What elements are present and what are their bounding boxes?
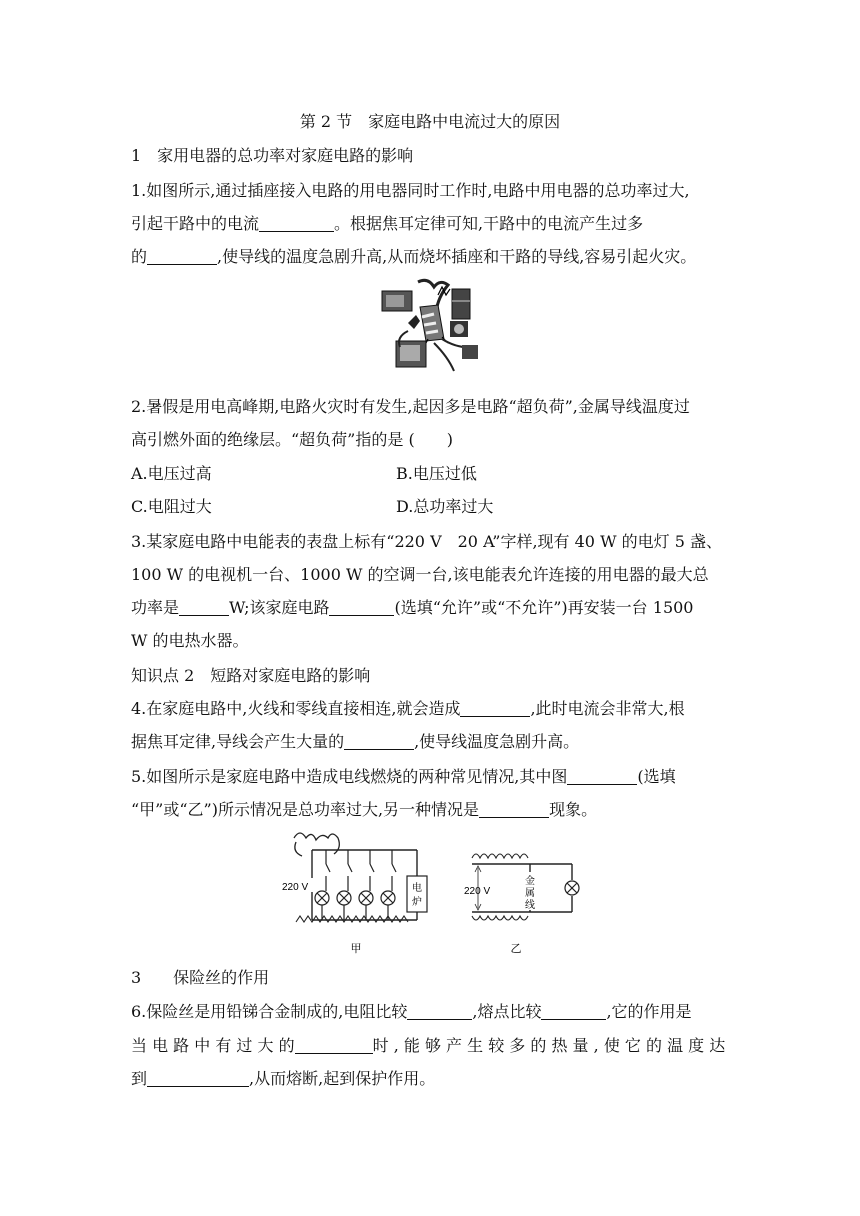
answer-blank[interactable] (295, 1037, 373, 1054)
circuit-yi (464, 854, 579, 955)
answer-blank[interactable] (541, 1003, 606, 1020)
q5-text: 现象。 (549, 800, 598, 819)
yi-caption: 乙 (510, 943, 522, 955)
q4-text: ,使导线温度急剧升高。 (414, 732, 580, 751)
q3-text: 功率是 (131, 598, 180, 617)
q5-text: (选填 (637, 767, 676, 786)
q2-line-2: 高引燃外面的绝缘层。“超负荷”指的是 ( ) (131, 430, 453, 449)
answer-blank[interactable] (407, 1003, 472, 1020)
q1-line-3 (131, 246, 731, 268)
q6-text: 时 , 能 够 产 生 较 多 的 热 量 , 使 它 的 温 度 达 (372, 1036, 726, 1055)
circuit-figure (282, 828, 582, 958)
q6-text: 6.保险丝是用铅锑合金制成的,电阻比较 (131, 1002, 408, 1021)
q4-line-2 (131, 731, 731, 753)
jia-voltage-label: 220 V (282, 882, 309, 893)
wire-label: 线 (525, 900, 535, 911)
q6-text: ,从而熔断,起到保护作用。 (249, 1069, 436, 1088)
answer-blank[interactable] (179, 599, 229, 616)
q3-line-4: W 的电热水器。 (131, 631, 249, 650)
answer-blank[interactable] (147, 1070, 249, 1087)
jia-caption: 甲 (350, 943, 362, 955)
q6-text: ,它的作用是 (606, 1002, 692, 1021)
page-title: 第 2 节 家庭电路中电流过大的原因 (299, 112, 561, 131)
answer-blank[interactable] (147, 248, 217, 265)
q2-line-1: 2.暑假是用电高峰期,电路火灾时有发生,起因多是电路“超负荷”,金属导线温度过 (131, 397, 690, 416)
wire-label: 属 (525, 888, 535, 899)
answer-blank[interactable] (344, 733, 414, 750)
q4-text: 据焦耳定律,导线会产生大量的 (131, 732, 345, 751)
q1-text: 引起干路中的电流 (131, 214, 260, 233)
stove-label (412, 895, 422, 908)
q6-line-2 (131, 1035, 731, 1057)
answer-blank[interactable] (567, 768, 637, 785)
q5-text: 5.如图所示是家庭电路中造成电线燃烧的两种常见情况,其中图 (131, 767, 568, 786)
wire-label: 金 (525, 876, 535, 887)
q6-line-1 (131, 1001, 731, 1023)
option-c[interactable]: C.电阻过大 (131, 497, 212, 516)
q6-text: 当 电 路 中 有 过 大 的 (131, 1036, 295, 1055)
stove-label (412, 881, 422, 894)
q5-text: “甲”或“乙”)所示情况是总功率过大,另一种情况是 (131, 800, 480, 819)
q1-line-2 (131, 213, 731, 235)
answer-blank[interactable] (329, 599, 394, 616)
stove-char-1: 电 (412, 883, 422, 894)
q4-line-1 (131, 698, 731, 720)
q5-line-1 (131, 766, 731, 788)
option-b[interactable]: B.电压过低 (396, 464, 477, 483)
q5-line-2 (131, 799, 731, 821)
q4-text: 4.在家庭电路中,火线和零线直接相连,就会造成 (131, 699, 461, 718)
q3-line-3 (131, 597, 731, 619)
q6-text: ,熔点比较 (472, 1002, 542, 1021)
q1-text: ,使导线的温度急剧升高,从而烧坏插座和干路的导线,容易引起火灾。 (217, 247, 697, 266)
q1-text: 。根据焦耳定律可知,干路中的电流产生过多 (334, 214, 644, 233)
q1-text: 的 (131, 247, 148, 266)
section-heading-1: 1 家用电器的总功率对家庭电路的影响 (131, 146, 414, 165)
q3-line-2: 100 W 的电视机一台、1000 W 的空调一台,该电能表允许连接的用电器的最大总 (131, 565, 709, 584)
q4-text: ,此时电流会非常大,根 (530, 699, 685, 718)
section-heading-2: 知识点 2 短路对家庭电路的影响 (131, 666, 371, 685)
q2-options-row-1 (131, 463, 731, 485)
q3-text: W;该家庭电路 (229, 598, 330, 617)
option-a[interactable]: A.电压过高 (131, 464, 212, 483)
option-d[interactable]: D.总功率过大 (396, 497, 494, 516)
q6-line-3 (131, 1068, 731, 1090)
q2-options-row-2 (131, 496, 731, 518)
circuit-jia (282, 833, 427, 955)
answer-blank[interactable] (259, 215, 334, 232)
q3-line-1: 3.某家庭电路中电能表的表盘上标有“220 V 20 A”字样,现有 40 W 的电灯 5 盏、 (131, 532, 722, 551)
overload-appliances-figure (378, 277, 490, 375)
yi-voltage-label: 220 V (464, 886, 491, 897)
stove-char-2: 炉 (412, 897, 422, 908)
q3-text: (选填“允许”或“不允许”)再安装一台 1500 (394, 598, 694, 617)
section-heading-3: 3 保险丝的作用 (131, 968, 270, 987)
q1-line-1: 1.如图所示,通过插座接入电路的用电器同时工作时,电路中用电器的总功率过大, (131, 181, 690, 200)
answer-blank[interactable] (460, 700, 530, 717)
answer-blank[interactable] (479, 801, 549, 818)
q6-text: 到 (131, 1069, 148, 1088)
